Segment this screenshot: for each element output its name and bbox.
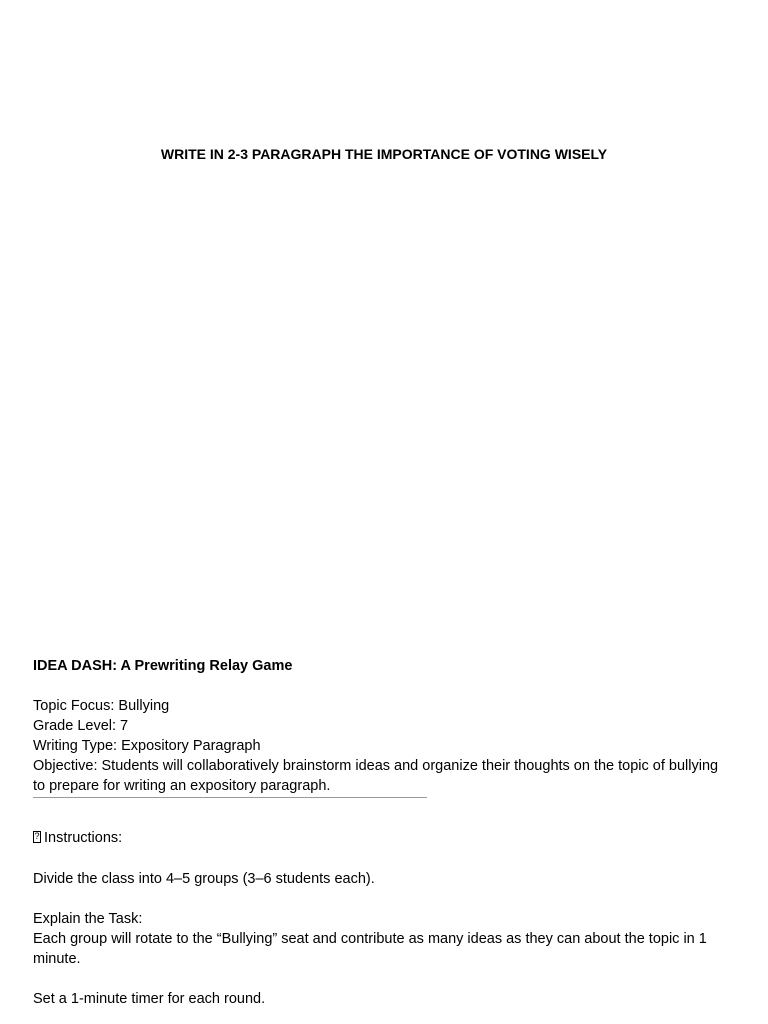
objective: Objective: Students will collaboratively brainstorm ideas and organize their thoughts on the topic of bullying to prepare for writing an expository paragraph. [33, 758, 719, 794]
instructions-label: Instructions: [44, 830, 123, 846]
step-divide-groups: Divide the class into 4–5 groups (3–6 students each). [33, 871, 375, 887]
lesson-details [33, 696, 733, 796]
writing-type: Writing Type: Expository Paragraph [33, 738, 261, 754]
topic-focus: Topic Focus: Bullying [33, 698, 170, 714]
page-title: WRITE IN 2-3 PARAGRAPH THE IMPORTANCE OF VOTING WISELY [160, 146, 608, 162]
instructions-heading [33, 828, 733, 848]
explain-text: Each group will rotate to the “Bullying” seat and contribute as many ideas as they can about the topic in 1 minute. [33, 931, 707, 967]
missing-glyph-icon [33, 831, 41, 843]
explain-label: Explain the Task: [33, 911, 143, 927]
step-explain-task [33, 909, 733, 969]
grade-level: Grade Level: 7 [33, 718, 129, 734]
underline-divider [33, 797, 427, 798]
game-heading: IDEA DASH: A Prewriting Relay Game [33, 658, 293, 674]
step-set-timer: Set a 1-minute timer for each round. [33, 991, 266, 1007]
